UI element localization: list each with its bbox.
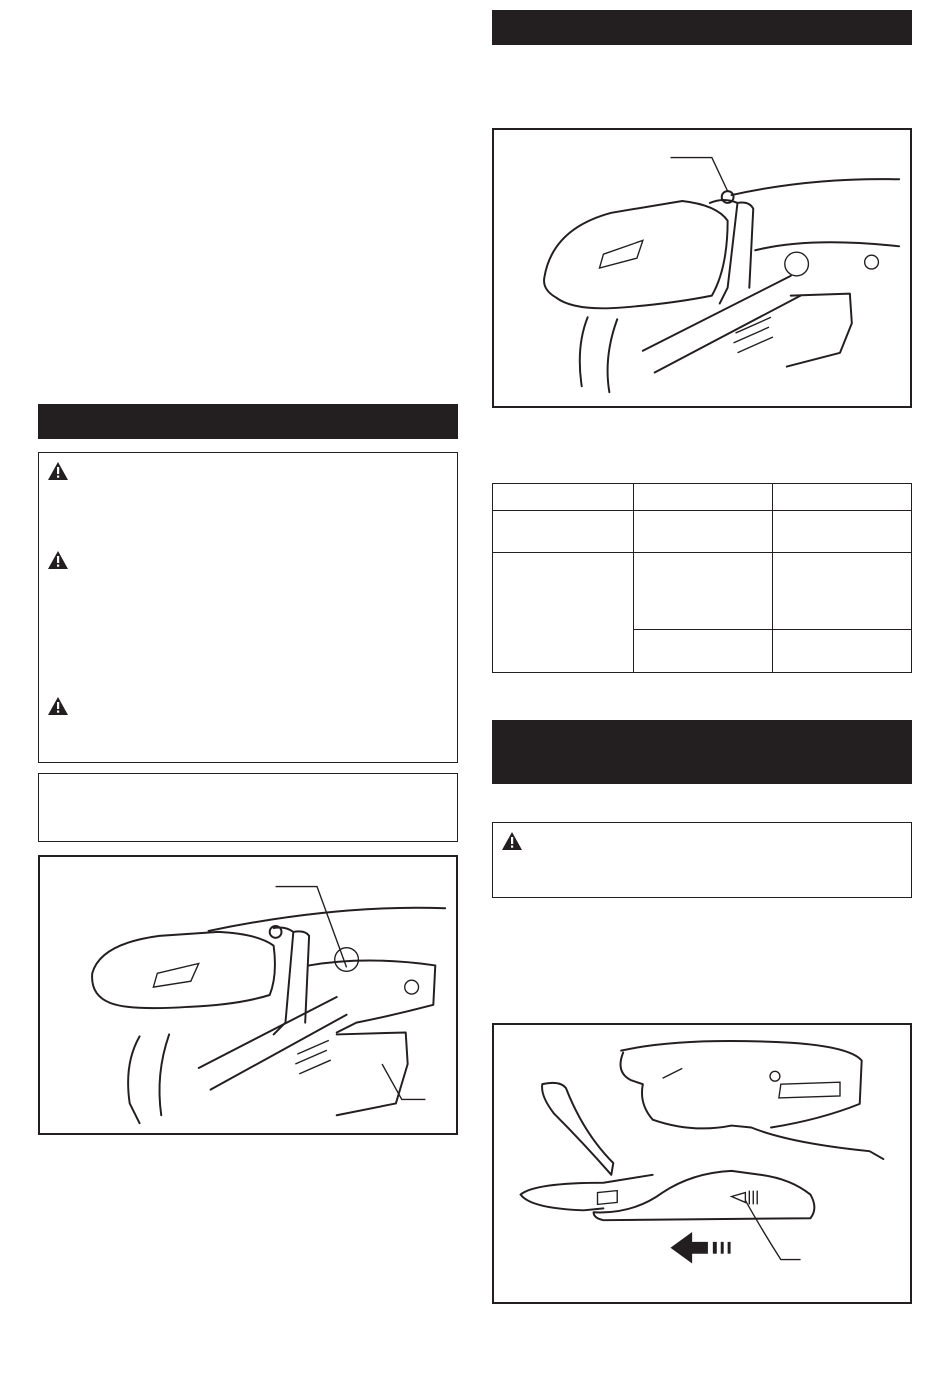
table-cell [493, 553, 634, 673]
spec-table [492, 483, 912, 673]
tool-illustration [494, 1025, 910, 1302]
section-heading-bar-left [38, 404, 458, 439]
table-row [493, 553, 912, 630]
table-header-cell [773, 484, 912, 511]
note-box [38, 773, 458, 842]
table-row [493, 511, 912, 553]
direction-arrow-icon [670, 1232, 707, 1264]
table-cell [773, 553, 912, 630]
table-cell [493, 511, 634, 553]
table-header-cell [634, 484, 773, 511]
table-cell [634, 553, 773, 630]
figure-tool-blade-guard [492, 1023, 912, 1304]
warning-triangle-icon [47, 550, 69, 570]
table-cell [773, 630, 912, 673]
table-cell [634, 511, 773, 553]
tool-illustration [40, 857, 456, 1133]
tool-illustration [494, 130, 910, 406]
table-header-cell [493, 484, 634, 511]
figure-tool-side-view-left [38, 855, 458, 1135]
warning-box [38, 452, 458, 763]
warning-triangle-icon [47, 461, 69, 481]
warning-box [492, 822, 912, 898]
figure-tool-top-view [492, 128, 912, 408]
section-heading-bar-right-2 [492, 720, 912, 784]
warning-triangle-icon [501, 831, 523, 851]
warning-triangle-icon [47, 696, 69, 716]
table-cell [634, 630, 773, 673]
table-row [493, 484, 912, 511]
table-cell [773, 511, 912, 553]
section-heading-bar-right [492, 10, 912, 45]
